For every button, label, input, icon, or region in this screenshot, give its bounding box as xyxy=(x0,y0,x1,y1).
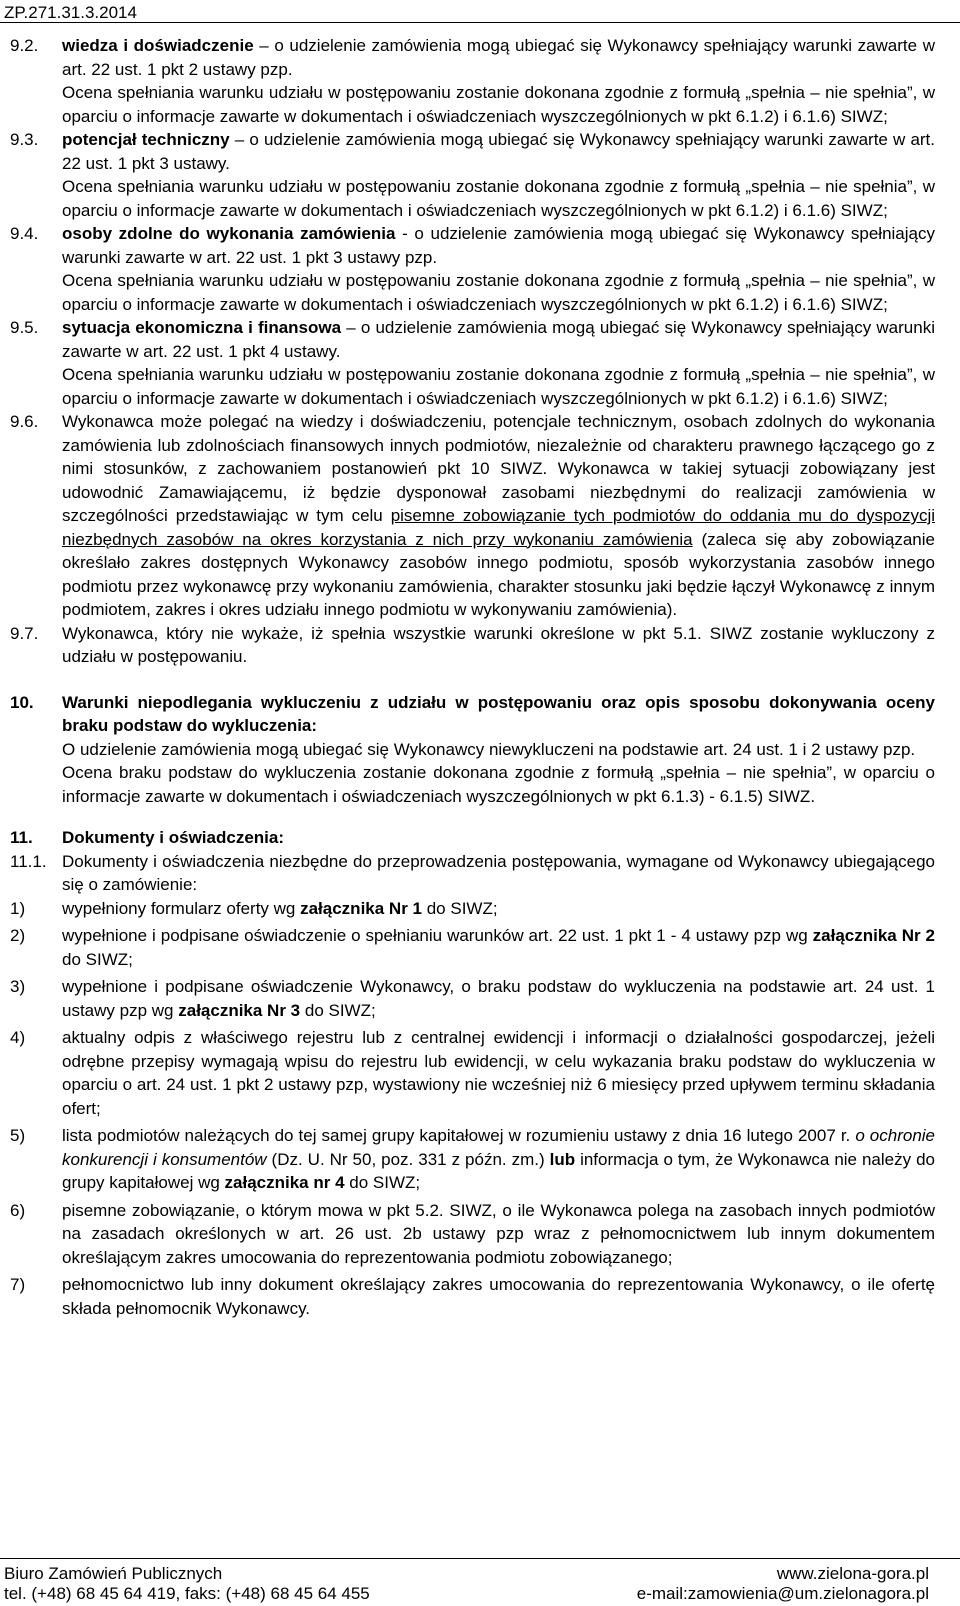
section-number: 9.2. xyxy=(10,36,39,55)
footer-rule xyxy=(0,1558,960,1559)
section-9-2 xyxy=(10,34,935,128)
section-text: Dokumenty i oświadczenia niezbędne do przeprowadzenia postępowania, wymagane od Wykonawcy ubiegającego się o zamówienie: xyxy=(62,851,935,894)
section-title: wiedza i doświadczenie xyxy=(62,36,254,55)
section-text xyxy=(62,410,935,622)
section-9-5 xyxy=(10,316,935,410)
list-item xyxy=(10,975,935,1022)
section-title: sytuacja ekonomiczna i finansowa xyxy=(62,318,342,337)
section-body: – o udzielenie zamówienia mogą ubiegać się Wykonawcy spełniający warunki zawarte w art. 22 ust. 1 pkt 2 ustawy pzp. xyxy=(62,36,935,79)
section-9-3 xyxy=(10,128,935,222)
list-item xyxy=(10,1026,935,1120)
section-text xyxy=(62,128,935,222)
section-number: 11.1. xyxy=(10,851,47,871)
list-item xyxy=(10,1124,935,1195)
section-number: 10. xyxy=(10,692,34,712)
evaluation-text: Ocena spełniania warunku udziału w postępowaniu zostanie dokonana zgodnie z formułą „spełnia – nie spełnia”, w oparciu o informacje zawarte w dokumentach i oświadczeniach wyszczególnionych w pkt 6.1.2) i 6.1.6) SIWZ; xyxy=(62,83,935,126)
footer-office: Biuro Zamówień Publicznych xyxy=(4,1564,223,1583)
section-number: 11. xyxy=(10,828,33,847)
section-body: – o udzielenie zamówienia mogą ubiegać się Wykonawcy spełniający warunki zawarte w art. 22 ust. 1 pkt 4 ustawy. xyxy=(62,318,935,361)
section-text xyxy=(62,222,935,316)
list-item-number: 7) xyxy=(10,1275,26,1294)
list-item-text: wypełnione i podpisane oświadczenie o spełnianiu warunków art. 22 ust. 1 pkt 1 - 4 ustawy pzp wg załącznika Nr 2 do SIWZ; xyxy=(62,926,935,969)
list-item-number: 4) xyxy=(10,1028,26,1047)
section-body: Wykonawca może polegać na wiedzy i doświadczeniu, potencjale technicznym, osobach zdolnych do wykonania zamówienia lub zdolnościach finansowych innych podmiotów, niezależnie od charakteru prawnego łączącego go z nimi stosunków, z zachowaniem postanowień pkt 10 SIWZ. Wykonawca w takiej sytuacji zobowiązany jest udowodnić Zamawiającemu, iż będzie dysponował zasobami niezbędnymi do realizacji zamówienia w szczególności przedstawiając w tym celu xyxy=(62,412,935,525)
list-item xyxy=(10,924,935,971)
evaluation-text: Ocena spełniania warunku udziału w postępowaniu zostanie dokonana zgodnie z formułą „spełnia – nie spełnia”, w oparciu o informacje zawarte w dokumentach i oświadczeniach wyszczególnionych w pkt 6.1.2) i 6.1.6) SIWZ; xyxy=(62,271,935,314)
section-title: potencjał techniczny xyxy=(62,130,230,149)
section-text xyxy=(62,34,935,128)
section-text: Wykonawca, który nie wykaże, iż spełnia wszystkie warunki określone w pkt 5.1. SIWZ zostanie wykluczony z udziału w postępowaniu. xyxy=(62,623,935,666)
footer-email: e-mail:zamowienia@um.zielonagora.pl xyxy=(636,1584,929,1603)
list-item-number: 3) xyxy=(10,977,26,996)
list-item-number: 1) xyxy=(10,898,26,918)
list-item-text: lista podmiotów należących do tej samej grupy kapitałowej w rozumieniu ustawy z dnia 16 lutego 2007 r. o ochronie konkurencji i konsumentów (Dz. U. Nr 50, poz. 331 z późn. zm.) lub informacja o tym, że Wykonawca nie należy do grupy kapitałowej wg załącznika nr 4 do SIWZ; xyxy=(62,1126,936,1192)
section-title: Dokumenty i oświadczenia: xyxy=(62,828,284,847)
list-item-number: 5) xyxy=(10,1126,26,1145)
section-number: 9.6. xyxy=(10,412,39,431)
header-reference: ZP.271.31.3.2014 xyxy=(4,3,137,22)
footer-phone: tel. (+48) 68 45 64 419, faks: (+48) 68 45 64 455 xyxy=(4,1584,370,1603)
section-title: Warunki niepodlegania wykluczeniu z udziału w postępowaniu oraz opis sposobu dokonywania oceny braku podstaw do wykluczenia: xyxy=(62,692,935,735)
underlined-requirement: pisemne zobowiązanie tych podmiotów do oddania mu do dyspozycji niezbędnych zasobów na okres korzystania z nich przy wykonaniu zamówienia xyxy=(62,506,935,549)
section-title: osoby zdolne do wykonania zamówienia xyxy=(62,224,396,243)
section-11-1 xyxy=(10,850,935,897)
section-11 xyxy=(10,826,935,850)
paragraph: Ocena braku podstaw do wykluczenia zostanie dokonana zgodnie z formułą „spełnia – nie spełnia”, w oparciu o informacje zawarte w dokumentach i oświadczeniach wyszczególnionych w pkt 6.1.3) - 6.1.5) SIWZ. xyxy=(62,763,935,806)
section-9-4 xyxy=(10,222,935,316)
list-item xyxy=(10,897,935,921)
footer-website: www.zielona-gora.pl xyxy=(776,1564,929,1583)
list-item xyxy=(10,1273,935,1320)
section-number: 9.4. xyxy=(10,224,39,243)
section-9-7 xyxy=(10,622,935,669)
list-item xyxy=(10,1199,935,1270)
list-item-text: wypełnione i podpisane oświadczenie Wykonawcy, o braku podstaw do wykluczenia na podstawie art. 24 ust. 1 ustawy pzp wg załącznika Nr 3 do SIWZ; xyxy=(62,977,935,1020)
section-9-6 xyxy=(10,410,935,622)
document-body xyxy=(10,34,935,1320)
section-body: - o udzielenie zamówienia mogą ubiegać się Wykonawcy spełniający warunki zawarte w art. 22 ust. 1 pkt 3 ustawy pzp. xyxy=(62,224,935,267)
section-number: 9.3. xyxy=(10,130,39,149)
list-item-text: aktualny odpis z właściwego rejestru lub z centralnej ewidencji i informacji o działalności gospodarczej, jeżeli odrębne przepisy wymagają wpisu do rejestru lub ewidencji, w celu wykazania braku podstaw do wykluczenia w oparciu o art. 24 ust. 1 pkt 2 ustawy pzp, wystawiony nie wcześniej niż 6 miesięcy przed upływem terminu składania ofert; xyxy=(62,1028,935,1118)
section-text xyxy=(62,691,935,809)
list-item-number: 2) xyxy=(10,926,26,945)
section-number: 9.5. xyxy=(10,318,39,337)
section-body: – o udzielenie zamówienia mogą ubiegać się Wykonawcy spełniający warunki zawarte w art. 22 ust. 1 pkt 3 ustawy. xyxy=(62,130,936,173)
list-item-text: pisemne zobowiązanie, o którym mowa w pkt 5.2. SIWZ, o ile Wykonawca polega na zasobach innych podmiotów na zasadach określonych w art. 26 ust. 2b ustawy pzp wraz z pełnomocnictwem lub innym dokumentem określającym zakres umocowania do reprezentowania podmiotu zobowiązanego; xyxy=(62,1200,935,1267)
section-body-continued: (zaleca się aby zobowiązanie określało zakres dostępnych Wykonawcy zasobów innego podmiotu, sposób wykorzystania zasobów innego podmiotu przez wykonawcę przy wykonaniu zamówienia, charakter stosunku jaki będzie łączył Wykonawcę z innym podmiotem, zakres i okres udziału innego podmiotu w wykonywaniu zamówienia). xyxy=(62,529,935,619)
list-item-text: wypełniony formularz oferty wg załącznika Nr 1 do SIWZ; xyxy=(62,898,498,918)
section-number: 9.7. xyxy=(10,623,39,643)
list-item-number: 6) xyxy=(10,1200,26,1220)
evaluation-text: Ocena spełniania warunku udziału w postępowaniu zostanie dokonana zgodnie z formułą „spełnia – nie spełnia”, w oparciu o informacje zawarte w dokumentach i oświadczeniach wyszczególnionych w pkt 6.1.2) i 6.1.6) SIWZ; xyxy=(62,365,935,408)
list-item-text: pełnomocnictwo lub inny dokument określający zakres umocowania do reprezentowania Wykonawcy, o ile ofertę składa pełnomocnik Wykonawcy. xyxy=(62,1275,935,1318)
evaluation-text: Ocena spełniania warunku udziału w postępowaniu zostanie dokonana zgodnie z formułą „spełnia – nie spełnia”, w oparciu o informacje zawarte w dokumentach i oświadczeniach wyszczególnionych w pkt 6.1.2) i 6.1.6) SIWZ; xyxy=(62,177,935,220)
section-text xyxy=(62,316,935,410)
paragraph: O udzielenie zamówienia mogą ubiegać się Wykonawcy niewykluczeni na podstawie art. 24 ust. 1 i 2 ustawy pzp. xyxy=(62,739,916,759)
header-rule xyxy=(0,22,960,23)
section-10 xyxy=(10,691,935,809)
